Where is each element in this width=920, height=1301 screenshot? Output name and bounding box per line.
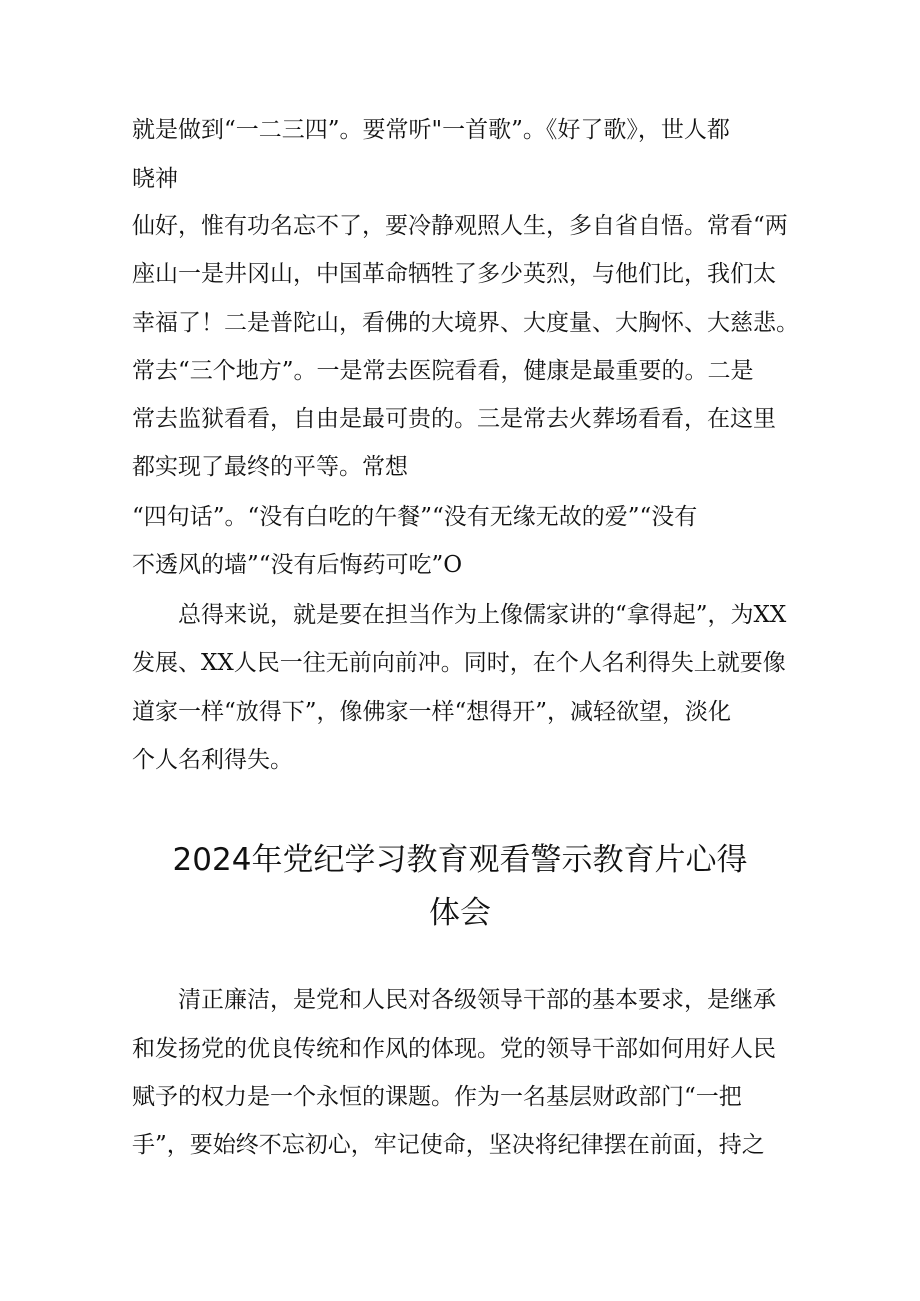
text-line: 赋予的权力是一个永恒的课题。作为一名基层财政部门“一把: [132, 1084, 742, 1110]
text-line: 晓神: [132, 166, 178, 192]
text-line: 发展、XX人民一往无前向前冲。同时，在个人名利得失上就要像: [132, 650, 786, 676]
text-line: 总得来说，就是要在担当作为上像儒家讲的“拿得起”，为XX: [178, 602, 787, 628]
text-line: 个人名利得失。: [132, 747, 293, 773]
text-line: 常去“三个地方”。一是常去医院看看，健康是最重要的。二是: [132, 358, 754, 384]
text-line: 道家一样“放得下”，像佛家一样“想得开”，减轻欲望，淡化: [132, 699, 732, 725]
text-line: 和发扬党的优良传统和作风的体现。党的领导干部如何用好人民: [132, 1036, 776, 1062]
text-line: 清正廉洁，是党和人民对各级领导干部的基本要求，是继承: [178, 987, 776, 1013]
title-line: 2024年党纪学习教育观看警示教育片心得: [172, 842, 748, 878]
text-line: 都实现了最终的平等。常想: [132, 454, 408, 480]
text-line: 幸福了！二是普陀山，看佛的大境界、大度量、大胸怀、大慈悲。: [132, 310, 799, 336]
text-line: 手”，要始终不忘初心，牢记使命，坚决将纪律摆在前面，持之: [132, 1132, 765, 1158]
title-line: 体会: [429, 895, 491, 931]
text-line: “四句话”。“没有白吃的午餐”“没有无缘无故的爱”“没有: [132, 504, 698, 530]
text-line: 仙好，惟有功名忘不了，要冷静观照人生，多自省自悟。常看“两: [132, 213, 788, 239]
text-line: 就是做到“一二三四”。要常听"一首歌”。《好了歌》，世人都: [132, 117, 730, 143]
text-line: 常去监狱看看，自由是最可贵的。三是常去火葬场看看，在这里: [132, 406, 776, 432]
text-line: 座山一是井冈山，中国革命牺牲了多少英烈，与他们比，我们太: [132, 261, 776, 287]
text-line: 不透风的墙”“没有后悔药可吃”O: [132, 552, 463, 578]
